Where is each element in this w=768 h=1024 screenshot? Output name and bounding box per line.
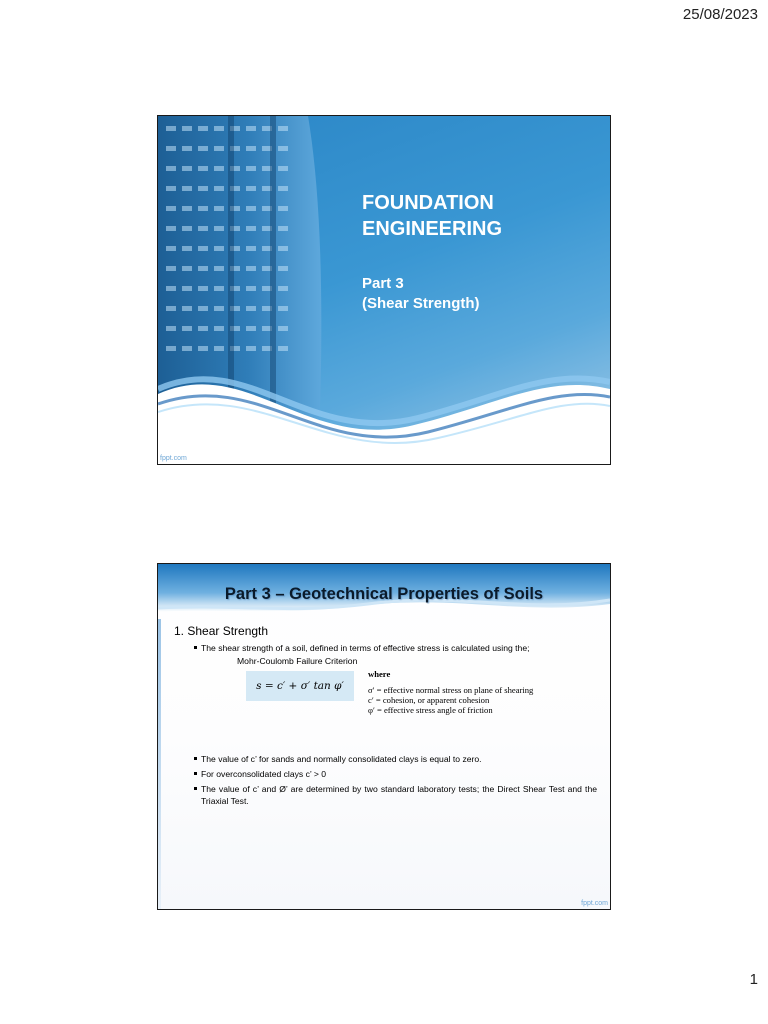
legend-line: c′ = cohesion, or apparent cohesion [368,695,490,705]
content-slide [157,563,611,910]
subtitle-line-2: (Shear Strength) [362,295,480,312]
page-number: 1 [749,971,758,988]
section-heading: 1. Shear Strength [174,624,269,638]
left-accent-strip [158,619,161,909]
page-date: 25/08/2023 [682,6,758,23]
wave-graphic [158,334,610,464]
slide2-footer: fppt.com [581,900,608,907]
bullet-item: The value of c’ for sands and normally consolidated clays is equal to zero. [201,753,601,765]
presentation-subtitle [362,274,602,314]
subtitle-line-1: Part 3 [362,275,404,292]
legend-title: where [368,669,391,679]
title-line-1: FOUNDATION [362,192,494,214]
presentation-title [362,190,602,242]
criterion-name: Mohr-Coulomb Failure Criterion [237,656,358,666]
bullet-item: The value of c’ and Ø’ are determined by two standard laboratory tests; the Direct Shear Test and the Triaxial Test. [201,784,597,806]
mohr-coulomb-formula: s = c′ + σ′ tan φ′ [256,680,344,692]
slide1-footer: fppt.com [160,455,187,462]
title-line-2: ENGINEERING [362,218,503,240]
title-slide [157,115,611,465]
bullet-item: For overconsolidated clays c’ > 0 [201,768,601,780]
bullet-item: The shear strength of a soil, defined in terms of effective stress is calculated using the; [201,642,601,654]
legend-line: σ′ = effective normal stress on plane of shearing [368,685,534,695]
legend-line: φ′ = effective stress angle of friction [368,705,493,715]
slide-title: Part 3 – Geotechnical Properties of Soils [224,585,544,603]
formula-legend [368,669,588,715]
formula-box [246,671,354,701]
